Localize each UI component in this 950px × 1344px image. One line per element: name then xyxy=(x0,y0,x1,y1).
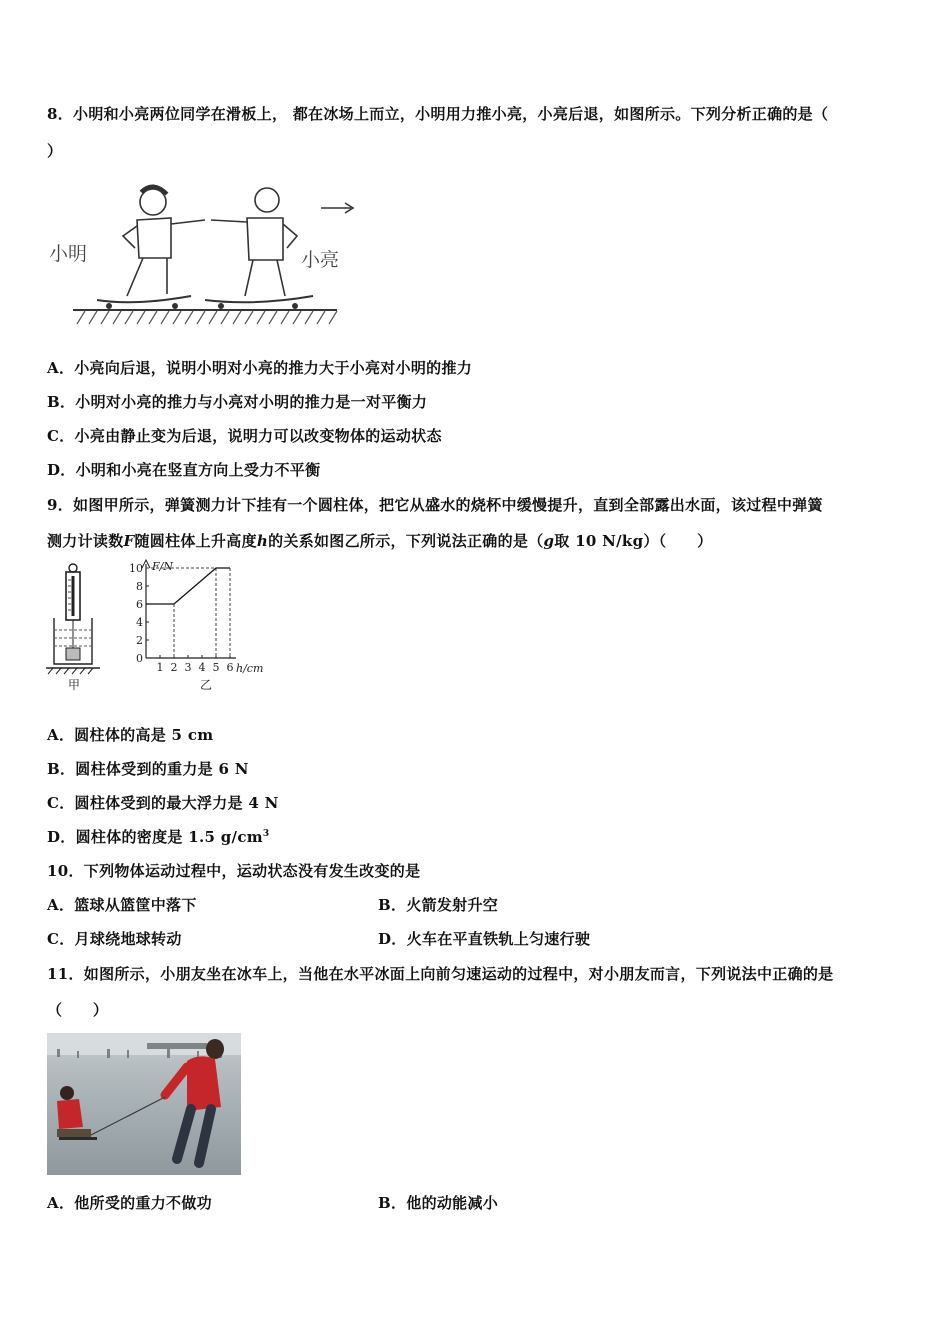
y-tick-label: 2 xyxy=(136,634,143,647)
x-tick-label: 6 xyxy=(226,661,234,674)
q9-stem-line1: 9．如图甲所示，弹簧测力计下挂有一个圆柱体，把它从盛水的烧杯中缓慢提升，直到全部露出水面，该过程中弹簧 xyxy=(47,496,823,514)
label-xiaoliang: 小亮 xyxy=(301,249,340,271)
q11-stem-line2: （ ） xyxy=(47,1001,109,1019)
y-tick-label: 8 xyxy=(136,580,143,593)
q11-option-a: A．他所受的重力不做功 xyxy=(47,1194,212,1212)
q9-figure-jia-apparatus xyxy=(44,560,100,692)
q8-figure-skaters xyxy=(45,178,365,330)
x-tick-label: 1 xyxy=(156,661,164,674)
graph-ylabel: F/N xyxy=(152,560,173,573)
label-jia: 甲 xyxy=(68,678,81,692)
y-tick-label: 6 xyxy=(136,598,143,611)
q8-option-c: C．小亮由静止变为后退，说明力可以改变物体的运动状态 xyxy=(47,427,442,445)
q8-option-b: B．小明对小亮的推力与小亮对小明的推力是一对平衡力 xyxy=(47,393,428,411)
y-tick-label: 0 xyxy=(136,652,143,665)
q8-option-a: A．小亮向后退，说明小明对小亮的推力大于小亮对小明的推力 xyxy=(47,359,473,377)
x-tick-label: 3 xyxy=(184,661,192,674)
q9-option-c: C．圆柱体受到的最大浮力是 4 N xyxy=(47,794,279,812)
q9-graph-yi xyxy=(118,556,278,692)
q10-stem: 10．下列物体运动过程中，运动状态没有发生改变的是 xyxy=(47,862,421,880)
x-tick-label: 5 xyxy=(212,661,220,674)
x-tick-label: 4 xyxy=(198,661,206,674)
label-xiaoming: 小明 xyxy=(49,243,88,265)
y-tick-label: 10 xyxy=(129,562,143,575)
q11-option-b: B．他的动能减小 xyxy=(378,1194,499,1212)
q9-option-a: A．圆柱体的高是 5 cm xyxy=(47,726,214,744)
series-line-F xyxy=(146,568,230,604)
x-tick-label: 2 xyxy=(170,661,178,674)
q9-option-d: D．圆柱体的密度是 1.5 $g/cm^3$ xyxy=(47,828,270,846)
q10-option-a: A．篮球从篮筐中落下 xyxy=(47,896,197,914)
q10-option-d: D．火车在平直铁轨上匀速行驶 xyxy=(378,930,591,948)
q9-stem-line2: 测力计读数F随圆柱体上升高度h的关系如图乙所示，下列说法正确的是（g取 10 N/kg）（ ） xyxy=(47,532,713,550)
q10-option-c: C．月球绕地球转动 xyxy=(47,930,182,948)
q11-photo-ice-sled xyxy=(47,1033,241,1175)
y-tick-label: 4 xyxy=(136,616,143,629)
q9-option-b: B．圆柱体受到的重力是 6 N xyxy=(47,760,249,778)
graph-xlabel: h/cm xyxy=(236,662,264,675)
label-yi: 乙 xyxy=(200,678,213,692)
q8-option-d: D．小明和小亮在竖直方向上受力不平衡 xyxy=(47,461,321,479)
q10-option-b: B．火箭发射升空 xyxy=(378,896,499,914)
q8-stem-line2: ） xyxy=(47,142,63,160)
q11-stem-line1: 11．如图所示，小朋友坐在冰车上，当他在水平冰面上向前匀速运动的过程中，对小朋友而言，下列说法中正确的是 xyxy=(47,965,834,983)
q8-stem-line1: 8．小明和小亮两位同学在滑板上， 都在冰场上而立，小明用力推小亮，小亮后退，如图所示。下列分析正确的是（ xyxy=(47,105,829,123)
